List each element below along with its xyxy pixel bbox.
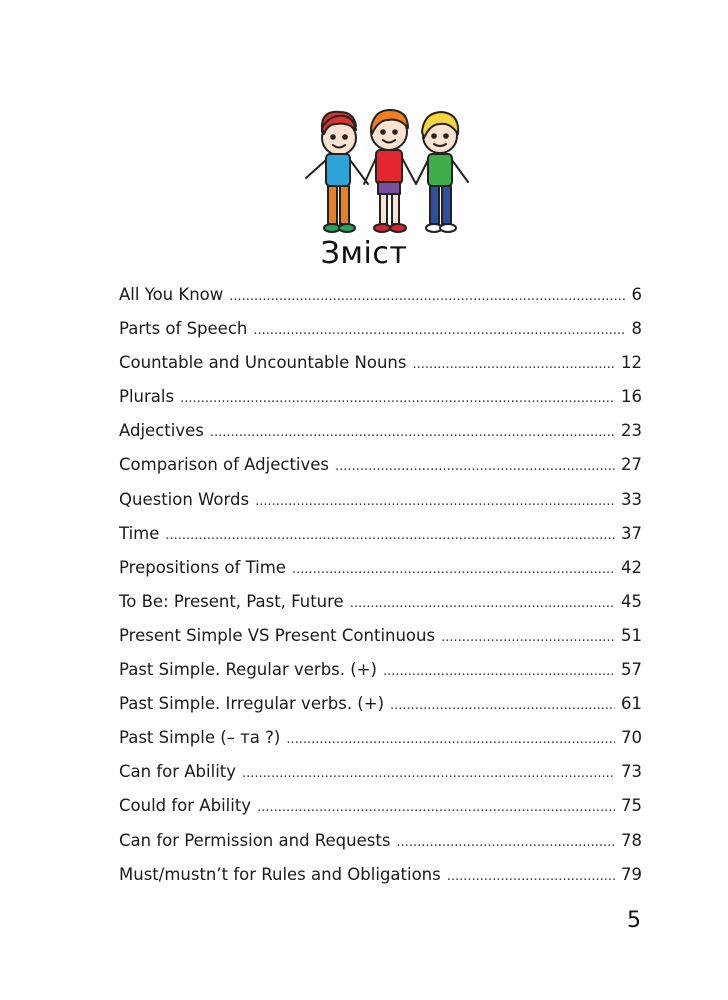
toc-entry-page: 16 <box>621 387 642 407</box>
toc-entry-title: Time <box>119 523 160 543</box>
toc-entry-page: 79 <box>621 864 642 884</box>
toc-dot-leader <box>350 587 615 621</box>
toc-entry-title: All You Know <box>119 285 224 304</box>
toc-entry-page: 61 <box>621 694 642 714</box>
toc-entry-page: 23 <box>621 421 642 441</box>
toc-dot-leader <box>242 757 615 791</box>
page-title: Зміст <box>320 236 408 271</box>
toc-entry-title: Can for Permission and Requests <box>119 830 391 850</box>
toc-entry[interactable] <box>119 789 642 823</box>
kid-left-figure <box>306 112 368 232</box>
three-kids-illustration <box>292 104 478 240</box>
toc-entry-page: 27 <box>621 455 642 475</box>
toc-entry[interactable] <box>119 755 642 789</box>
toc-entry-title: Can for Ability <box>119 762 237 782</box>
toc-entry[interactable] <box>119 448 642 482</box>
toc-dot-leader <box>335 450 615 484</box>
toc-entry-title: Could for Ability <box>119 796 252 816</box>
toc-dot-leader <box>165 519 615 553</box>
table-of-contents <box>119 278 642 892</box>
kid-right-figure <box>416 112 468 232</box>
toc-entry[interactable] <box>119 721 642 755</box>
toc-entry-title: Prepositions of Time <box>119 557 286 577</box>
toc-entry-page: 33 <box>621 489 642 509</box>
toc-dot-leader <box>286 723 615 757</box>
toc-entry-title: To Be: Present, Past, Future <box>119 591 344 611</box>
toc-entry-page: 37 <box>621 523 642 543</box>
toc-entry-page: 57 <box>621 660 642 680</box>
toc-entry[interactable] <box>119 346 642 380</box>
toc-entry-title: Past Simple. Regular verbs. (+) <box>119 660 377 680</box>
toc-dot-leader <box>396 826 615 860</box>
toc-entry-page: 75 <box>621 796 642 816</box>
toc-dot-leader <box>292 553 615 587</box>
kid-middle-figure <box>364 110 416 232</box>
toc-entry[interactable] <box>119 517 642 551</box>
toc-dot-leader <box>210 416 615 450</box>
toc-entry-title: Present Simple VS Present Continuous <box>119 625 436 645</box>
toc-entry-page: 45 <box>621 591 642 611</box>
toc-entry[interactable] <box>119 414 642 448</box>
toc-dot-leader <box>257 791 615 825</box>
toc-dot-leader <box>229 280 625 314</box>
toc-entry-page: 51 <box>621 625 642 645</box>
toc-entry-title: Question Words <box>119 489 250 509</box>
toc-entry-title: Adjectives <box>119 421 204 441</box>
toc-dot-leader <box>447 860 615 894</box>
toc-entry-title: Past Simple (– та ?) <box>119 728 281 748</box>
toc-entry-page: 70 <box>621 728 642 748</box>
toc-dot-leader <box>253 314 625 348</box>
toc-entry-title: Must/mustn’t for Rules and Obligations <box>119 864 441 884</box>
toc-entry-page: 6 <box>631 285 642 304</box>
toc-entry-title: Past Simple. Irregular verbs. (+) <box>119 694 385 714</box>
toc-entry[interactable] <box>119 824 642 858</box>
toc-dot-leader <box>255 485 615 519</box>
toc-entry-page: 73 <box>621 762 642 782</box>
toc-entry-page: 12 <box>621 353 642 373</box>
toc-entry[interactable] <box>119 858 642 892</box>
toc-entry-page: 8 <box>631 319 642 339</box>
toc-dot-leader <box>180 382 615 416</box>
toc-dot-leader <box>412 348 615 382</box>
toc-entry[interactable] <box>119 278 642 312</box>
toc-entry[interactable] <box>119 653 642 687</box>
toc-entry[interactable] <box>119 585 642 619</box>
toc-entry-page: 42 <box>621 557 642 577</box>
toc-entry-title: Parts of Speech <box>119 319 248 339</box>
toc-entry[interactable] <box>119 551 642 585</box>
toc-entry[interactable] <box>119 483 642 517</box>
toc-entry[interactable] <box>119 312 642 346</box>
toc-entry-title: Comparison of Adjectives <box>119 455 330 475</box>
toc-dot-leader <box>390 689 615 723</box>
toc-dot-leader <box>383 655 615 689</box>
toc-entry[interactable] <box>119 380 642 414</box>
toc-entry-title: Countable and Uncountable Nouns <box>119 353 407 373</box>
toc-entry[interactable] <box>119 619 642 653</box>
toc-dot-leader <box>441 621 615 655</box>
toc-entry-page: 78 <box>621 830 642 850</box>
toc-entry-title: Plurals <box>119 387 175 407</box>
page-number: 5 <box>627 908 641 933</box>
toc-entry[interactable] <box>119 687 642 721</box>
